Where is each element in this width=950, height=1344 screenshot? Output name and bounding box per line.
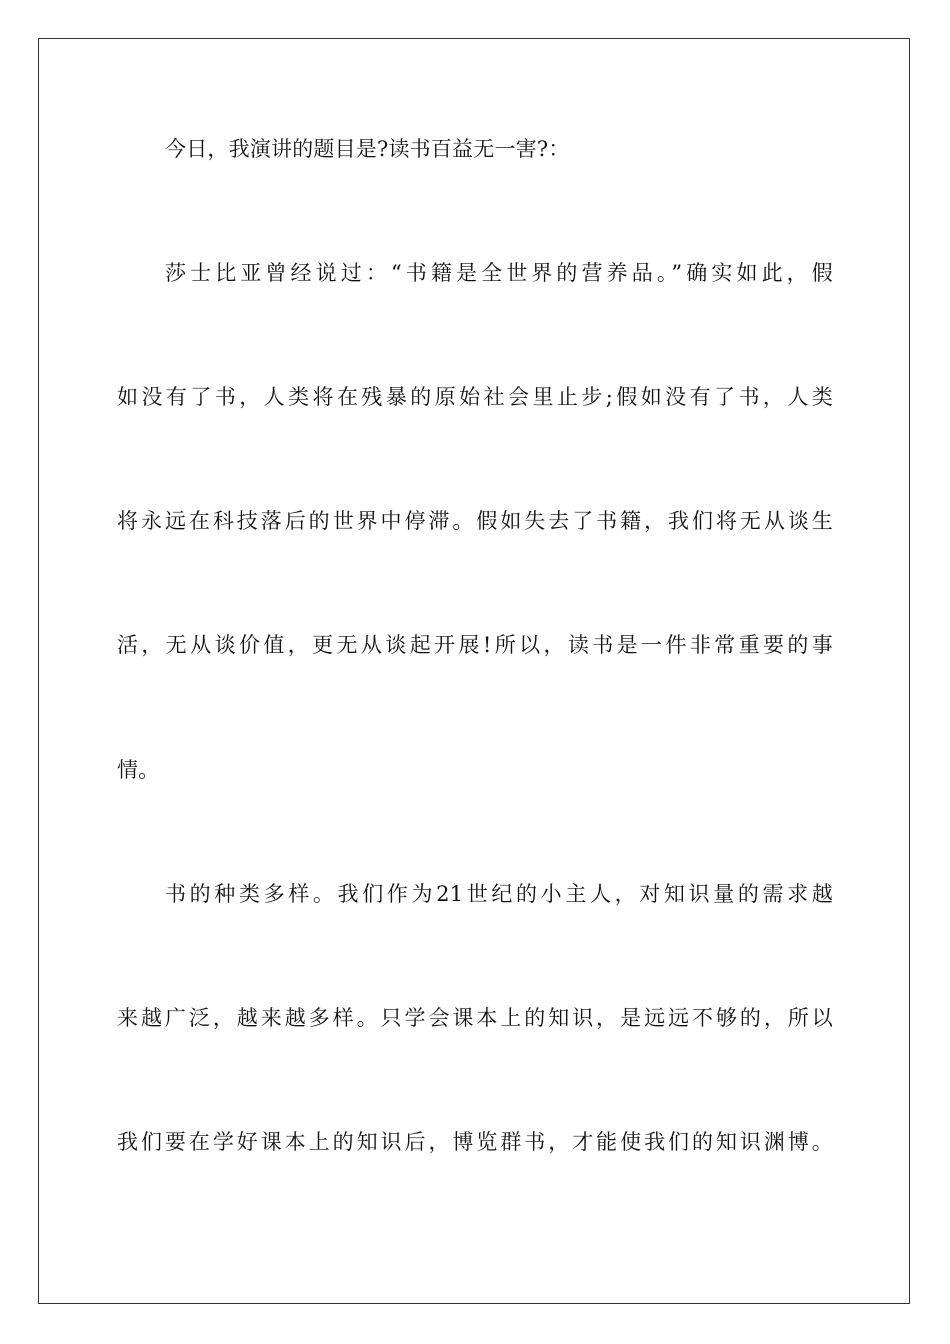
paragraph-3-line-2: 来越广泛，越来越多样。只学会课本上的知识，是远远不够的，所以 xyxy=(117,1006,833,1030)
paragraph-2-line-1: 莎士比亚曾经说过：“书籍是全世界的营养品。”确实如此，假 xyxy=(165,261,833,285)
paragraph-2-line-5: 情。 xyxy=(117,758,160,782)
paragraph-1-line-1: 今日，我演讲的题目是?读书百益无一害?： xyxy=(165,137,570,161)
paragraph-3-line-1: 书的种类多样。我们作为21世纪的小主人，对知识量的需求越 xyxy=(165,882,833,906)
paragraph-2-line-2: 如没有了书，人类将在残暴的原始社会里止步;假如没有了书，人类 xyxy=(117,385,833,409)
paragraph-2-line-4: 活，无从谈价值，更无从谈起开展!所以，读书是一件非常重要的事 xyxy=(117,633,833,657)
page-border xyxy=(38,38,910,1304)
paragraph-2-line-3: 将永远在科技落后的世界中停滞。假如失去了书籍，我们将无从谈生 xyxy=(117,509,833,533)
paragraph-3-line-3: 我们要在学好课本上的知识后，博览群书，才能使我们的知识渊博。 xyxy=(117,1130,833,1154)
